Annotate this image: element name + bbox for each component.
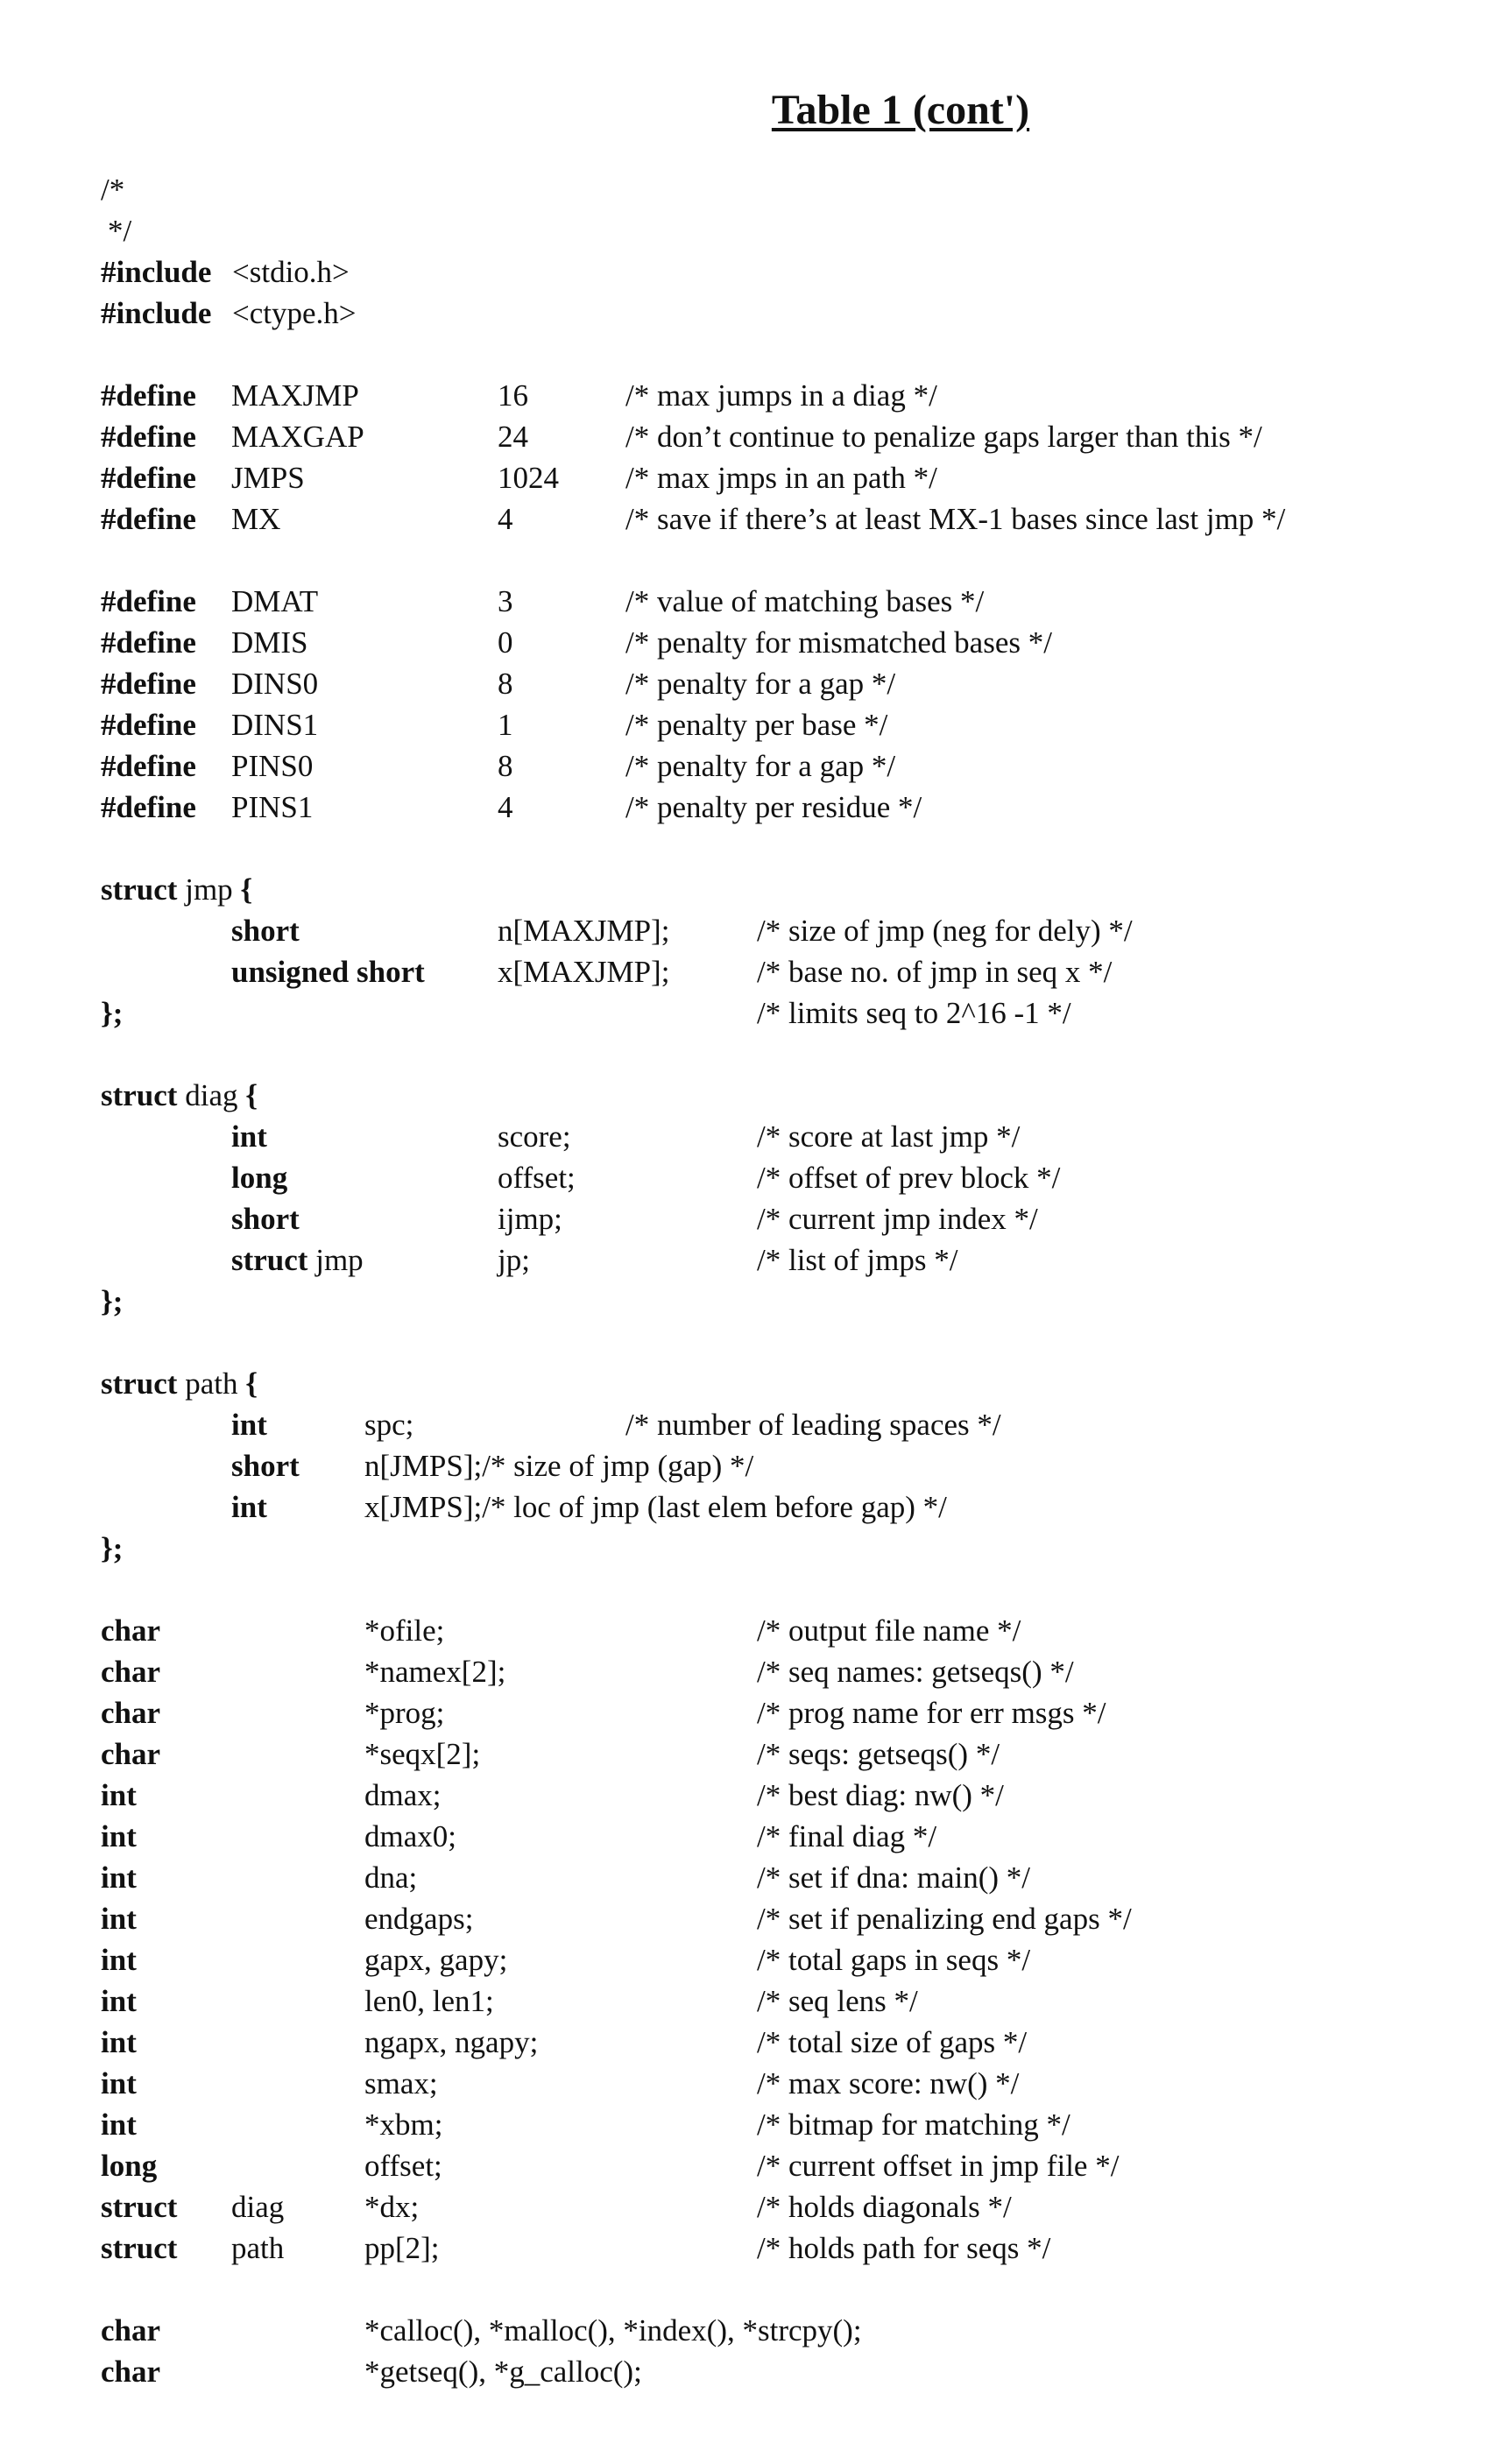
include-keyword: #include bbox=[101, 251, 219, 293]
struct-header bbox=[0, 869, 1512, 910]
global-declaration bbox=[0, 1733, 1512, 1775]
define-line bbox=[0, 375, 1512, 416]
global-type: int bbox=[101, 2022, 137, 2063]
global-comment: /* prog name for err msgs */ bbox=[757, 1692, 1106, 1733]
define-line bbox=[0, 622, 1512, 663]
member-name: x[JMPS];/* loc of jmp (last elem before gap) */ bbox=[364, 1486, 947, 1528]
define-line bbox=[0, 787, 1512, 828]
function-declaration bbox=[0, 2310, 1512, 2351]
member-type: unsigned short bbox=[231, 951, 425, 992]
global-comment: /* best diag: nw() */ bbox=[757, 1775, 1004, 1816]
global-type: int bbox=[101, 1898, 137, 1939]
global-name: dmax; bbox=[364, 1775, 441, 1816]
member-comment: /* score at last jmp */ bbox=[757, 1116, 1020, 1157]
member-name: n[MAXJMP]; bbox=[498, 910, 669, 951]
struct-member bbox=[0, 1486, 1512, 1528]
global-type: int bbox=[101, 2063, 137, 2104]
define-value: 8 bbox=[498, 663, 513, 704]
define-line bbox=[0, 663, 1512, 704]
closing-brace: }; bbox=[101, 992, 123, 1034]
define-keyword: #define bbox=[101, 375, 196, 416]
define-name: JMPS bbox=[231, 457, 305, 498]
global-comment: /* current offset in jmp file */ bbox=[757, 2145, 1119, 2186]
trailing-comment: /* limits seq to 2^16 -1 */ bbox=[757, 992, 1071, 1034]
member-type: short bbox=[231, 1445, 300, 1486]
define-keyword: #define bbox=[101, 416, 196, 457]
global-type: long bbox=[101, 2145, 157, 2186]
define-comment: /* don’t continue to penalize gaps larger than this */ bbox=[625, 416, 1262, 457]
global-name: offset; bbox=[364, 2145, 442, 2186]
define-name: PINS1 bbox=[231, 787, 313, 828]
define-name: PINS0 bbox=[231, 745, 313, 787]
global-name: dna; bbox=[364, 1857, 417, 1898]
global-comment: /* holds path for seqs */ bbox=[757, 2227, 1050, 2269]
member-name: spc; bbox=[364, 1404, 413, 1445]
global-name: smax; bbox=[364, 2063, 438, 2104]
global-name: len0, len1; bbox=[364, 1980, 494, 2022]
define-value: 3 bbox=[498, 581, 513, 622]
global-name: gapx, gapy; bbox=[364, 1939, 507, 1980]
include-line bbox=[0, 293, 1512, 334]
member-name: offset; bbox=[498, 1157, 576, 1198]
global-declaration bbox=[0, 2104, 1512, 2145]
global-declaration bbox=[0, 1939, 1512, 1980]
member-comment: /* offset of prev block */ bbox=[757, 1157, 1060, 1198]
define-line bbox=[0, 581, 1512, 622]
global-comment: /* seqs: getseqs() */ bbox=[757, 1733, 1000, 1775]
member-type: struct jmp bbox=[231, 1239, 364, 1281]
global-type-name: path bbox=[231, 2227, 284, 2269]
global-declaration bbox=[0, 2022, 1512, 2063]
global-comment: /* output file name */ bbox=[757, 1610, 1021, 1651]
blank-line bbox=[0, 540, 1512, 581]
blank-line bbox=[0, 1322, 1512, 1363]
global-declaration bbox=[0, 2186, 1512, 2227]
global-type: char bbox=[101, 1692, 160, 1733]
define-comment: /* penalty for a gap */ bbox=[625, 663, 895, 704]
global-type: int bbox=[101, 1857, 137, 1898]
blank-line bbox=[0, 334, 1512, 375]
define-value: 16 bbox=[498, 375, 528, 416]
global-type: int bbox=[101, 1775, 137, 1816]
define-comment: /* max jumps in a diag */ bbox=[625, 375, 937, 416]
comment-text: /* bbox=[101, 169, 124, 210]
define-comment: /* penalty for mismatched bases */ bbox=[625, 622, 1052, 663]
define-name: MAXJMP bbox=[231, 375, 359, 416]
blank-line bbox=[0, 2269, 1512, 2310]
define-keyword: #define bbox=[101, 498, 196, 540]
member-comment: /* base no. of jmp in seq x */ bbox=[757, 951, 1112, 992]
define-value: 1024 bbox=[498, 457, 559, 498]
member-name: score; bbox=[498, 1116, 571, 1157]
define-comment: /* max jmps in an path */ bbox=[625, 457, 937, 498]
define-comment: /* penalty per base */ bbox=[625, 704, 887, 745]
define-name: DMIS bbox=[231, 622, 308, 663]
global-declaration bbox=[0, 1651, 1512, 1692]
struct-member bbox=[0, 1198, 1512, 1239]
member-comment: /* number of leading spaces */ bbox=[625, 1404, 1001, 1445]
struct-declaration: struct diag { bbox=[101, 1075, 258, 1116]
blank-line bbox=[0, 828, 1512, 869]
member-type: int bbox=[231, 1116, 267, 1157]
define-value: 24 bbox=[498, 416, 528, 457]
include-keyword: #include bbox=[101, 293, 219, 334]
global-declaration bbox=[0, 1898, 1512, 1939]
function-declaration bbox=[0, 2351, 1512, 2392]
global-comment: /* max score: nw() */ bbox=[757, 2063, 1019, 2104]
member-name: n[JMPS];/* size of jmp (gap) */ bbox=[364, 1445, 753, 1486]
global-comment: /* seq lens */ bbox=[757, 1980, 918, 2022]
struct-header bbox=[0, 1363, 1512, 1404]
comment-close bbox=[0, 210, 1512, 251]
define-value: 8 bbox=[498, 745, 513, 787]
global-type: struct bbox=[101, 2227, 177, 2269]
define-name: MX bbox=[231, 498, 280, 540]
define-value: 4 bbox=[498, 498, 513, 540]
define-comment: /* save if there’s at least MX-1 bases since last jmp */ bbox=[625, 498, 1285, 540]
global-comment: /* set if dna: main() */ bbox=[757, 1857, 1030, 1898]
member-name: ijmp; bbox=[498, 1198, 562, 1239]
member-type: long bbox=[231, 1157, 287, 1198]
comment-open bbox=[0, 169, 1512, 210]
struct-member bbox=[0, 1239, 1512, 1281]
global-comment: /* seq names: getseqs() */ bbox=[757, 1651, 1074, 1692]
global-comment: /* bitmap for matching */ bbox=[757, 2104, 1070, 2145]
struct-member bbox=[0, 1116, 1512, 1157]
define-keyword: #define bbox=[101, 704, 196, 745]
define-keyword: #define bbox=[101, 457, 196, 498]
struct-close bbox=[0, 1281, 1512, 1322]
global-type: int bbox=[101, 2104, 137, 2145]
include-header: <ctype.h> bbox=[232, 293, 357, 334]
define-keyword: #define bbox=[101, 787, 196, 828]
global-declaration bbox=[0, 1610, 1512, 1651]
comment-text: */ bbox=[108, 210, 131, 251]
define-value: 1 bbox=[498, 704, 513, 745]
define-keyword: #define bbox=[101, 663, 196, 704]
define-line bbox=[0, 457, 1512, 498]
code-listing bbox=[0, 169, 1512, 2392]
define-comment: /* penalty per residue */ bbox=[625, 787, 922, 828]
global-declaration bbox=[0, 2145, 1512, 2186]
function-return-type: char bbox=[101, 2351, 160, 2392]
define-keyword: #define bbox=[101, 581, 196, 622]
global-declaration bbox=[0, 1980, 1512, 2022]
define-line bbox=[0, 745, 1512, 787]
global-type: int bbox=[101, 1939, 137, 1980]
struct-member bbox=[0, 910, 1512, 951]
blank-line bbox=[0, 1569, 1512, 1610]
global-declaration bbox=[0, 2227, 1512, 2269]
closing-brace: }; bbox=[101, 1281, 123, 1322]
global-name: *prog; bbox=[364, 1692, 444, 1733]
member-name: jp; bbox=[498, 1239, 530, 1281]
global-name: dmax0; bbox=[364, 1816, 456, 1857]
include-header: <stdio.h> bbox=[232, 251, 350, 293]
define-comment: /* value of matching bases */ bbox=[625, 581, 984, 622]
define-value: 4 bbox=[498, 787, 513, 828]
member-type-name: jmp bbox=[307, 1243, 363, 1277]
global-name: ngapx, ngapy; bbox=[364, 2022, 538, 2063]
member-comment: /* list of jmps */ bbox=[757, 1239, 957, 1281]
global-comment: /* final diag */ bbox=[757, 1816, 936, 1857]
member-type: int bbox=[231, 1404, 267, 1445]
function-names: *calloc(), *malloc(), *index(), *strcpy(); bbox=[364, 2310, 862, 2351]
global-declaration bbox=[0, 1775, 1512, 1816]
global-name: endgaps; bbox=[364, 1898, 473, 1939]
define-line bbox=[0, 498, 1512, 540]
define-name: DINS0 bbox=[231, 663, 318, 704]
global-type-name: diag bbox=[231, 2186, 284, 2227]
member-type: int bbox=[231, 1486, 267, 1528]
struct-declaration: struct jmp { bbox=[101, 869, 252, 910]
define-keyword: #define bbox=[101, 745, 196, 787]
global-type: char bbox=[101, 1651, 160, 1692]
global-declaration bbox=[0, 1692, 1512, 1733]
global-declaration bbox=[0, 2063, 1512, 2104]
struct-member bbox=[0, 1404, 1512, 1445]
define-line bbox=[0, 704, 1512, 745]
global-comment: /* set if penalizing end gaps */ bbox=[757, 1898, 1132, 1939]
global-comment: /* total gaps in seqs */ bbox=[757, 1939, 1030, 1980]
global-comment: /* total size of gaps */ bbox=[757, 2022, 1027, 2063]
function-return-type: char bbox=[101, 2310, 160, 2351]
global-name: *namex[2]; bbox=[364, 1651, 505, 1692]
struct-declaration: struct path { bbox=[101, 1363, 258, 1404]
member-comment: /* current jmp index */ bbox=[757, 1198, 1038, 1239]
struct-member bbox=[0, 1445, 1512, 1486]
define-comment: /* penalty for a gap */ bbox=[625, 745, 895, 787]
define-name: DINS1 bbox=[231, 704, 318, 745]
page-title: Table 1 (cont') bbox=[0, 86, 1512, 134]
global-comment: /* holds diagonals */ bbox=[757, 2186, 1012, 2227]
global-name: *dx; bbox=[364, 2186, 419, 2227]
struct-close bbox=[0, 992, 1512, 1034]
global-type: char bbox=[101, 1733, 160, 1775]
struct-member bbox=[0, 1157, 1512, 1198]
global-name: pp[2]; bbox=[364, 2227, 440, 2269]
global-declaration bbox=[0, 1857, 1512, 1898]
member-type: short bbox=[231, 910, 300, 951]
struct-header bbox=[0, 1075, 1512, 1116]
member-type: short bbox=[231, 1198, 300, 1239]
global-type: int bbox=[101, 1816, 137, 1857]
member-name: x[MAXJMP]; bbox=[498, 951, 669, 992]
global-name: *seqx[2]; bbox=[364, 1733, 480, 1775]
global-name: *ofile; bbox=[364, 1610, 444, 1651]
global-name: *xbm; bbox=[364, 2104, 442, 2145]
global-declaration bbox=[0, 1816, 1512, 1857]
global-type: struct bbox=[101, 2186, 177, 2227]
define-line bbox=[0, 416, 1512, 457]
blank-line bbox=[0, 1034, 1512, 1075]
global-type: int bbox=[101, 1980, 137, 2022]
global-type: char bbox=[101, 1610, 160, 1651]
struct-close bbox=[0, 1528, 1512, 1569]
include-line bbox=[0, 251, 1512, 293]
define-keyword: #define bbox=[101, 622, 196, 663]
struct-member bbox=[0, 951, 1512, 992]
function-names: *getseq(), *g_calloc(); bbox=[364, 2351, 642, 2392]
closing-brace: }; bbox=[101, 1528, 123, 1569]
define-name: DMAT bbox=[231, 581, 318, 622]
member-comment: /* size of jmp (neg for dely) */ bbox=[757, 910, 1133, 951]
define-name: MAXGAP bbox=[231, 416, 364, 457]
define-value: 0 bbox=[498, 622, 513, 663]
